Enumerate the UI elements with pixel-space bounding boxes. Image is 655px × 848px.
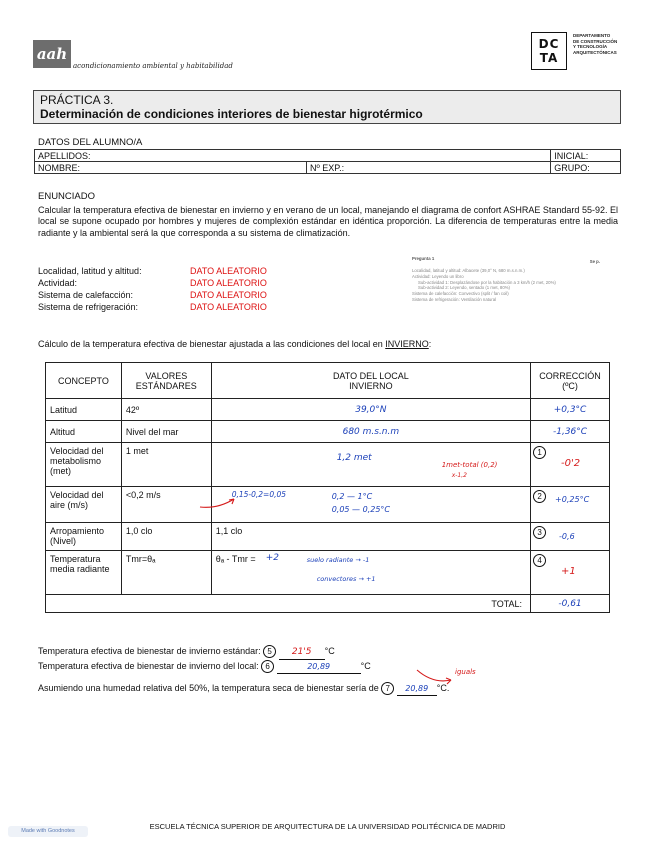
enunciado-heading: ENUNCIADO bbox=[38, 191, 96, 202]
result-local bbox=[38, 660, 449, 674]
estandar-cell: 42º bbox=[121, 399, 211, 421]
data-fields bbox=[38, 265, 267, 313]
total-value[interactable]: -0,61 bbox=[531, 595, 610, 613]
circle-number: 4 bbox=[533, 554, 546, 567]
correccion-value: -0,6 bbox=[559, 532, 575, 541]
data-value: DATO ALEATORIO bbox=[190, 266, 267, 276]
correccion-cell[interactable]: +0,3°C bbox=[531, 399, 610, 421]
pregunta-line: Actividad: Leyendo un libro bbox=[412, 273, 464, 279]
humid-value[interactable]: 20,89 bbox=[397, 682, 437, 696]
title-box bbox=[33, 90, 621, 124]
department-name bbox=[573, 33, 643, 55]
enunciado-text: Calcular la temperatura efectiva de bienestar en invierno y en verano de un local, manejando el diagrama de confort ASHRAE Standard 55-92. El local se supone ocupado por hombres y mujeres de complexión estándar en idéntica proporción. La diferencia de temperaturas entre la media radiante y la ambiental será la que corresponda a su sistema de climatización. bbox=[38, 204, 618, 238]
pregunta-line: Sistema de calefacción: Convectivo (split / fan coil) bbox=[412, 291, 509, 297]
concepto-cell: Velocidad del metabolismo (met) bbox=[46, 443, 122, 487]
data-value: DATO ALEATORIO bbox=[190, 290, 267, 300]
dept-line: ARQUITECTÓNICAS bbox=[573, 49, 617, 55]
results bbox=[38, 645, 449, 696]
local-cell[interactable]: 680 m.s.n.m bbox=[211, 421, 530, 443]
estandar-cell: Tmr=θₐ bbox=[121, 551, 211, 595]
table-row bbox=[46, 443, 610, 487]
correccion-cell[interactable]: -1,36°C bbox=[531, 421, 610, 443]
iguals-note: iguals bbox=[455, 668, 476, 676]
goodnotes-badge: Made with Goodnotes bbox=[8, 826, 88, 837]
local-note: suelo radiante → -1 bbox=[306, 556, 370, 564]
table-row bbox=[46, 551, 610, 595]
result-humid bbox=[38, 682, 449, 696]
table-row bbox=[46, 421, 610, 443]
circle-number: 1 bbox=[533, 446, 546, 459]
local-cell[interactable] bbox=[211, 487, 530, 523]
correccion-cell[interactable] bbox=[531, 487, 610, 523]
data-row-calefaccion bbox=[38, 289, 267, 301]
iguals-arrow bbox=[415, 668, 455, 688]
local-value[interactable]: 20,89 bbox=[277, 660, 361, 674]
result-std bbox=[38, 645, 449, 660]
data-row-actividad bbox=[38, 277, 267, 289]
local-cell[interactable]: 39,0°N bbox=[211, 399, 530, 421]
circle-number: 7 bbox=[381, 682, 394, 695]
data-label: Actividad: bbox=[38, 278, 78, 288]
inicial-field[interactable]: INICIAL: bbox=[551, 150, 621, 162]
estandar-cell: <0,2 m/s bbox=[121, 487, 211, 523]
correction-table bbox=[45, 362, 610, 613]
header-local: DATO DEL LOCAL INVIERNO bbox=[211, 363, 530, 399]
table-row bbox=[46, 523, 610, 551]
dept-line: DEPARTAMENTO bbox=[573, 33, 611, 38]
local-note: x-1,2 bbox=[451, 472, 467, 479]
table-row bbox=[46, 399, 610, 421]
concepto-cell: Velocidad del aire (m/s) bbox=[46, 487, 122, 523]
std-label: Temperatura efectiva de bienestar de invierno estándar: bbox=[38, 646, 261, 656]
correccion-cell[interactable] bbox=[531, 523, 610, 551]
arrow-annotation bbox=[198, 495, 238, 511]
grupo-field[interactable]: GRUPO: bbox=[551, 162, 621, 174]
header-concepto: CONCEPTO bbox=[46, 363, 122, 399]
dept-line: DE CONSTRUCCIÓN bbox=[573, 38, 618, 44]
header-correccion: CORRECCIÓN (ºC) bbox=[531, 363, 610, 399]
concepto-cell: Arropamiento (Nivel) bbox=[46, 523, 122, 551]
logo-subtitle: acondicionamiento ambiental y habitabilidad bbox=[73, 62, 233, 70]
circle-number: 2 bbox=[533, 490, 546, 503]
local-cell: 1,1 clo bbox=[211, 523, 530, 551]
correccion-value: +1 bbox=[561, 566, 576, 577]
pregunta-line: Localidad, latitud y altitud: Albacete (39,0° N, 680 m.s.n.m.) bbox=[412, 268, 525, 273]
concepto-cell: Latitud bbox=[46, 399, 122, 421]
data-row-refrigeracion bbox=[38, 301, 267, 313]
std-value[interactable]: 21'5 bbox=[279, 646, 325, 660]
humid-label: Asumiendo una humedad relativa del 50%, la temperatura seca de bienestar sería de bbox=[38, 683, 379, 693]
local-cell[interactable] bbox=[211, 551, 530, 595]
pregunta-line: Sub-actividad 2: Leyendo, sentado (1 met, 80%) bbox=[418, 285, 510, 291]
circle-number: 5 bbox=[263, 645, 276, 658]
data-label: Sistema de refrigeración: bbox=[38, 302, 139, 312]
table-row bbox=[46, 487, 610, 523]
data-label: Localidad, latitud y altitud: bbox=[38, 266, 142, 276]
calc-colon: : bbox=[428, 339, 432, 349]
concepto-cell: Altitud bbox=[46, 421, 122, 443]
local-label: Temperatura efectiva de bienestar de invierno del local: bbox=[38, 661, 259, 671]
concepto-cell: Temperatura media radiante bbox=[46, 551, 122, 595]
estandar-cell: Nivel del mar bbox=[121, 421, 211, 443]
local-prefix: θₐ - Tmr = bbox=[215, 554, 256, 564]
header-estandar: VALORES ESTÁNDARES bbox=[121, 363, 211, 399]
practice-number: PRÁCTICA 3. bbox=[40, 93, 114, 107]
footer-text: ESCUELA TÉCNICA SUPERIOR DE ARQUITECTURA DE LA UNIVERSIDAD POLITÉCNICA DE MADRID bbox=[149, 822, 506, 831]
correccion-cell[interactable] bbox=[531, 443, 610, 487]
dept-line: Y TECNOLOGÍA bbox=[573, 44, 608, 49]
total-label: TOTAL: bbox=[46, 595, 531, 613]
correccion-value: +0,25°C bbox=[555, 495, 590, 504]
local-unit: °C bbox=[360, 661, 371, 671]
data-label: Sistema de calefacción: bbox=[38, 290, 134, 300]
circle-number: 3 bbox=[533, 526, 546, 539]
dcta-logo bbox=[531, 32, 567, 70]
local-value: 0,15-0,2=0,05 bbox=[231, 490, 287, 499]
data-value: DATO ALEATORIO bbox=[190, 278, 267, 288]
practice-title: Determinación de condiciones interiores de bienestar higrotérmico bbox=[40, 107, 423, 121]
nexp-field[interactable]: Nº EXP.: bbox=[307, 162, 551, 174]
local-note: convectores → +1 bbox=[316, 575, 376, 583]
calc-intro-text: Cálculo de la temperatura efectiva de bienestar ajustada a las condiciones del local en bbox=[38, 339, 383, 349]
dcta-line2: TA bbox=[539, 51, 559, 65]
pregunta-line: Sub-actividad 1: Desplazándose por la habitación a 3 km/h (2 met, 20%) bbox=[418, 279, 556, 285]
calc-intro bbox=[38, 339, 431, 349]
pregunta-snippet bbox=[412, 256, 612, 303]
enunciado bbox=[38, 191, 618, 239]
correccion-cell[interactable] bbox=[531, 551, 610, 595]
student-table bbox=[34, 149, 621, 174]
data-row-localidad bbox=[38, 265, 267, 277]
local-cell[interactable] bbox=[211, 443, 530, 487]
student-heading: DATOS DEL ALUMNO/A bbox=[38, 137, 143, 148]
dcta-line1: DC bbox=[538, 37, 560, 51]
correccion-value: -0'2 bbox=[561, 458, 581, 469]
humid-unit: °C. bbox=[436, 683, 450, 693]
pregunta-score: Se p. bbox=[589, 259, 600, 264]
pregunta-title: Pregunta 1 bbox=[412, 256, 435, 261]
apellidos-field[interactable]: APELLIDOS: bbox=[35, 150, 551, 162]
local-value: 0,05 — 0,25°C bbox=[331, 505, 390, 514]
local-value: 1,2 met bbox=[336, 453, 372, 463]
calc-season: INVIERNO bbox=[385, 339, 429, 349]
aah-logo: aah bbox=[33, 40, 71, 68]
nombre-field[interactable]: NOMBRE: bbox=[35, 162, 307, 174]
data-value: DATO ALEATORIO bbox=[190, 302, 267, 312]
estandar-cell: 1,0 clo bbox=[121, 523, 211, 551]
local-value: 0,2 — 1°C bbox=[331, 492, 373, 501]
local-note: 1met-total (0,2) bbox=[441, 461, 498, 469]
pregunta-line: Sistema de refrigeración: Ventilación natural bbox=[412, 296, 497, 302]
std-unit: °C bbox=[324, 646, 335, 656]
estandar-cell: 1 met bbox=[121, 443, 211, 487]
circle-number: 6 bbox=[261, 660, 274, 673]
local-value: +2 bbox=[265, 553, 279, 563]
